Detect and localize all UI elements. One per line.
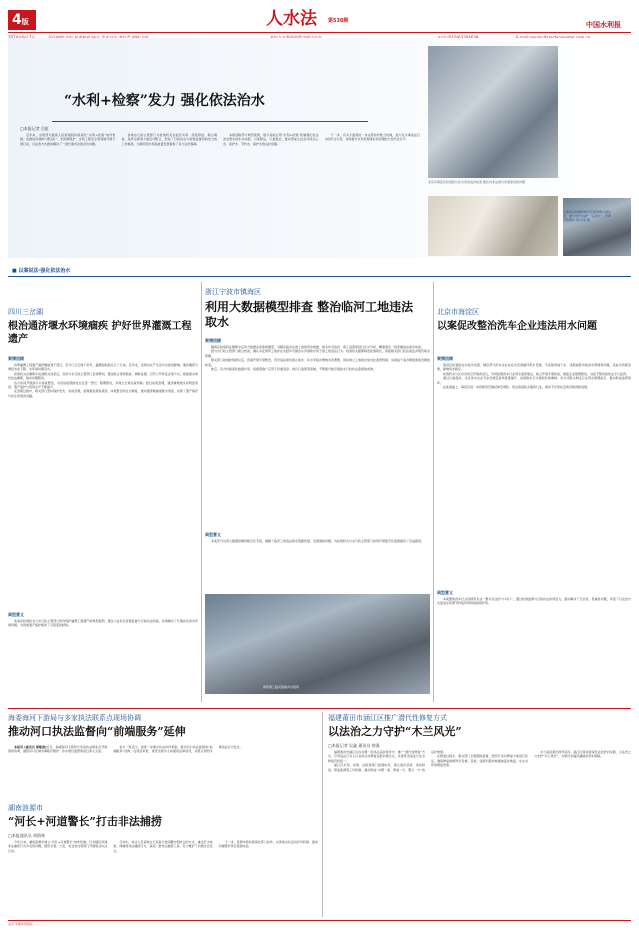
bottom-right-body xyxy=(328,750,631,915)
story-mid-headline: 利用大数据模型排查 整治临河工地违法取水 xyxy=(205,300,414,329)
bottom-right xyxy=(328,712,631,917)
lead-body-paragraph: 本版选取部分典型案例，展示各地运用“水利+检察”机制强化依法治水管水的生动实践，以案释法，以案促治，推动形成全社会共同关心水、爱护水、节约水、保护水的良好氛围。 xyxy=(223,133,319,146)
story-left-paragraph: 世界灌溉工程遗产通济堰始建于西汉，至今已运行两千余年，灌溉面积超过五十万亩。近年来，受周边生产生活污水排放影响，通济堰部分渠段水质下降，水环境问题突出。 xyxy=(8,363,198,372)
bottom-left-paragraph: 本报讯 (通讯员 姜维南)近日，海委海河下游局与多家执法联系点开展现场协调，围绕河口区域水事秩序维护、涉水项目监管等进行深入交流。 xyxy=(8,745,108,754)
lead-photo-caption: 北京市海淀区检察院与区水务局巡河检查 辖区内非法排污河道等违规问题 xyxy=(428,180,525,184)
story-left-paragraph: 在治理过程中，相关部门坚持保护优先、系统治理，统筹推进渠系清淤、岸坡整治和生态修复，推动通济堰重现碧水清流，实现了遗产保护与民生改善的双赢。 xyxy=(8,389,198,398)
bottom-left-paragraph: 行动中，执法人员采取白天巡查与夜间蹲守相结合的方式，重点打击电鱼、网捕等非法捕捞行为，查获一批非法捕捞工具，有力维护了河道生态安全。 xyxy=(113,840,213,853)
lead-body-paragraph: 近年来，水利部与最高人民检察院持续深化“水利+检察”协作机制，在推进河湖库“清四乱”、水资源保护、水利工程安全等领域开展专项行动，以法治方式推动解决了一批长期未决的突出问题。 xyxy=(20,133,116,146)
bottom-divider xyxy=(322,712,323,917)
story-right-paragraph: 通过以案促改，全区洗车企业节水设施安装率显著提升，违规取水行为得到有效遏制。双方还联合制定行业用水管理指引，推动形成监管闭环。 xyxy=(437,376,631,385)
story-left-body xyxy=(8,363,198,603)
bottom-right-byline: □本报记者 吴鑫 通讯员 徐溪 xyxy=(328,743,380,748)
bottom-left-kicker2: 湖南涟源市 xyxy=(8,804,43,812)
lead-photo-side-caption: 志愿者在新疆伊犁河开展清理河道垃圾，参与守护河湖“一淀清水”。伊犁河管理局 图/何康 摄 xyxy=(563,210,612,222)
story-mid-photo-caption: 建筑施工临河盗取河水现场 xyxy=(263,685,300,689)
story-right-paragraph: 本案聚焦洗车行业违规用水这一群众关注的“小切口”，通过检察监督与行政执法协同发力，推动解决了行业性、普遍性问题，彰显了以法治方式促进水资源节约集约利用的积极作用。 xyxy=(437,597,631,606)
bottom-rule xyxy=(8,708,631,709)
story-right-body xyxy=(437,363,631,583)
lead-headline: “水利+检察”发力 强化依法治水 xyxy=(64,93,265,109)
story-right-headline: 以案促改整治洗车企业违法用水问题 xyxy=(437,321,597,332)
story-left-body2 xyxy=(8,619,198,689)
bottom-left-paragraph: 各方一致表示，将进一步健全执法协作机制，推动河口执法监督向“前端服务”延伸，在项目审批、建设过程中主动提供法律指导，从源头预防水事违法行为发生。 xyxy=(113,745,243,754)
column-sub: 第530期 xyxy=(328,18,349,24)
story-mid-paragraph: 本案充分运用大数据思维和数字化手段，破解了临河工地违法取水隐蔽性强、发现难的问题，为检察机关与水行政主管部门协同开展数字化监督提供了有益探索。 xyxy=(211,539,425,543)
page-number-badge xyxy=(8,10,36,30)
lead-photo-bottom xyxy=(428,196,558,256)
bottom-right-headline: 以法治之力守护“木兰风光” xyxy=(328,725,462,738)
story-left-tag2: 典型意义 xyxy=(8,612,24,617)
masthead xyxy=(8,8,631,42)
bottom-left-kicker: 海委海河下游局与多家执法联系点现场协调 xyxy=(8,714,141,722)
story-left-paragraph: 各方协同开展排污口排查整治，对沿线违规排放点位逐一登记、限期整改，并建立长效巡查机制。经过系统治理，通济堰渠道水质明显改善，遗产保护与利用水平不断提升。 xyxy=(8,380,198,390)
story-mid-dateline: 浙江宁波市镇海区 xyxy=(205,288,261,296)
bottom-right-paragraph: 在修复过程中，相关部门全程跟踪监督，组织专家对修复方案进行论证，确保修复措施科学有效。目前，受损河段岸坡植被逐步恢复，水生态环境明显改善。 xyxy=(431,754,528,768)
story-mid-paragraph: 经与水行政主管部门联合核查，确认多处建筑工地存在未经许可擅自从河道取水用于施工的违法行为。检察机关随即制发检察建议，督促相关部门依法查处并规范取水管理。 xyxy=(205,349,431,358)
story-right-tag: 案情回顾 xyxy=(437,356,453,361)
story-left-headline: 根治通济堰水环境痼疾 护好世界灌溉工程遗产 xyxy=(8,321,192,345)
lead-photo-main xyxy=(428,46,558,178)
lead-body xyxy=(20,133,420,253)
story-right xyxy=(437,282,631,702)
story-left-tag: 案情回顾 xyxy=(8,356,24,361)
story-mid-paragraph: 镇海区检察院在履职中运用大数据法律监督模型，对辖区临河在建工地的用水数据、取水许可信息、施工进度等进行比对分析，精准锁定一批涉嫌违法取水线索。 xyxy=(211,345,425,349)
bottom-left-byline2: □本报通讯员 胡倩林 xyxy=(8,833,46,838)
column-name: 人水法 xyxy=(266,9,317,29)
page-suffix: 版 xyxy=(21,18,29,26)
bottom-left-body2 xyxy=(8,840,318,915)
page-number: 4 xyxy=(12,12,22,28)
bottom-right-paragraph: 木兰溪是莆田的母亲河。涵江区将持续深化法治护河实践，以法治之力守护“木兰风光”，为建设幸福河湖提供坚实保障。 xyxy=(534,750,631,759)
story-mid-photo xyxy=(205,594,430,694)
story-mid-paragraph: 相关部门收到检察建议后，迅速开展专项整治，责令违法单位停止取水、补办手续并缴纳水资源费，同时建立工地取水常态化监管机制，实现由个案办理到类案治理的转变。 xyxy=(205,358,431,367)
bottom-right-paragraph: 涵江区水利、检察、法院等部门加强协作，建立案件会商、线索移送、修复监督等工作机制，推动形成“办理一案、修复一片、警示一方”的良好效果。 xyxy=(328,750,447,772)
story-left-dateline: 四川三岔湖 xyxy=(8,308,43,316)
bottom-left xyxy=(8,712,318,917)
section-banner xyxy=(8,265,631,277)
story-left-paragraph: 本案是检察机关与水行政主管部门协作保护灌溉工程遗产的典型案例，通过公益诉讼检察监督与行政执法衔接，有效解决了长期存在的水环境问题，为同类遗产保护提供了可借鉴的经验。 xyxy=(8,619,198,628)
bottom-left-byline: 本报讯 (通讯员 姜维南) xyxy=(14,745,47,749)
bottom-left-paragraph: 下一步，涟源市将持续深化部门协作，完善常态化巡河护河机制，推动河湖管护责任落到实处。 xyxy=(218,840,318,849)
story-mid xyxy=(205,282,430,702)
lead-headline-rule xyxy=(52,121,368,122)
story-mid-body2 xyxy=(205,539,430,589)
story-mid-paragraph: 此后，双方持续深化数据共享，将模型推广应用于河道采砂、排污口监管等领域，不断提升数字赋能水行政执法监督的质效。 xyxy=(211,367,377,372)
footer-rule xyxy=(8,920,631,921)
lead-story xyxy=(8,38,631,258)
story-mid-body xyxy=(205,345,430,525)
section-banner-rule xyxy=(8,276,631,277)
story-right-paragraph: 海淀区检察院在办案中发现，辖区部分洗车企业存在未安装循环用水设施、无证取用地下水、违规接驳市政供水管网等问题，造成水资源浪费，影响用水秩序。 xyxy=(437,363,631,372)
bottom-left-paragraph: 今年以来，湖南涟源市建立“河长+河道警长”协作机制，针对辖区河道非法捕捞行为多发的问题，组织水利、公安、农业农村等部门开展联合执法行动。 xyxy=(8,840,108,853)
column-divider xyxy=(433,282,434,702)
bottom-left-headline: 推动河口执法监督向“前端服务”延伸 xyxy=(8,725,186,738)
lead-photo-side xyxy=(563,198,631,256)
bottom-right-kicker: 福建莆田市涵江区推广潜代性修复方式 xyxy=(328,714,447,722)
story-right-paragraph: 在此基础上，海淀区进一步将整治范围延伸至餐饮、洗浴等高耗水服务行业，推动节水型社会建设取得新进展。 xyxy=(443,385,591,390)
newspaper-name: 中国水利报 xyxy=(586,20,621,29)
story-right-paragraph: 检察机关与区水务局召开联席会议，共同梳理洗车行业用水监管难点，联合开展专项检查，督促企业限期整改，对拒不整改的依法予以处罚。 xyxy=(443,371,630,376)
footer-text: 北京 中国水利报社 …… xyxy=(8,922,40,926)
bottom-left-body xyxy=(8,745,318,795)
story-right-dateline: 北京市海淀区 xyxy=(437,308,479,316)
lead-body-paragraph: 下一步，有关方面将进一步完善协作配合机制，加大对水事违法行为的打击力度，持续提升水利治理体系和治理能力现代化水平。 xyxy=(324,133,420,142)
story-right-tag2: 典型意义 xyxy=(437,590,453,595)
story-mid-tag: 案情回顾 xyxy=(205,338,221,343)
story-left xyxy=(8,282,198,702)
story-mid-tag2: 典型意义 xyxy=(205,532,221,537)
section-banner-label: ■ 以案说法·强化依法治水 xyxy=(12,268,71,274)
story-right-body2 xyxy=(437,597,631,677)
story-left-paragraph: 检察机关在履职中发现相关线索后，及时与水行政主管部门会商研判，通过联合现场勘查、调取证据、召开公开听证会等方式，督促相关单位依法履职，推动问题整改。 xyxy=(8,371,198,381)
lead-body-paragraph: 各地水行政主管部门与检察机关在信息共享、线索移送、联合调查、案件会商等方面密切配合，形成了行政执法与检察监督同向发力的工作格局，为新阶段水利高质量发展提供了有力法治保障。 xyxy=(121,133,217,146)
bottom-right-paragraph: 福建莆田市涵江区在办理一起非法采砂案件中，推广“潜代性修复”方式，引导违法行为人以实际行动修复受损河道生态，实现惩治违法与生态修复有机统一。 xyxy=(328,750,425,763)
bottom-left-headline2: “河长+河道警长”打击非法捕捞 xyxy=(8,815,162,828)
column-divider xyxy=(201,282,202,702)
masthead-rule xyxy=(8,32,631,33)
lead-byline: □本报记者 岳虹 xyxy=(20,126,50,131)
